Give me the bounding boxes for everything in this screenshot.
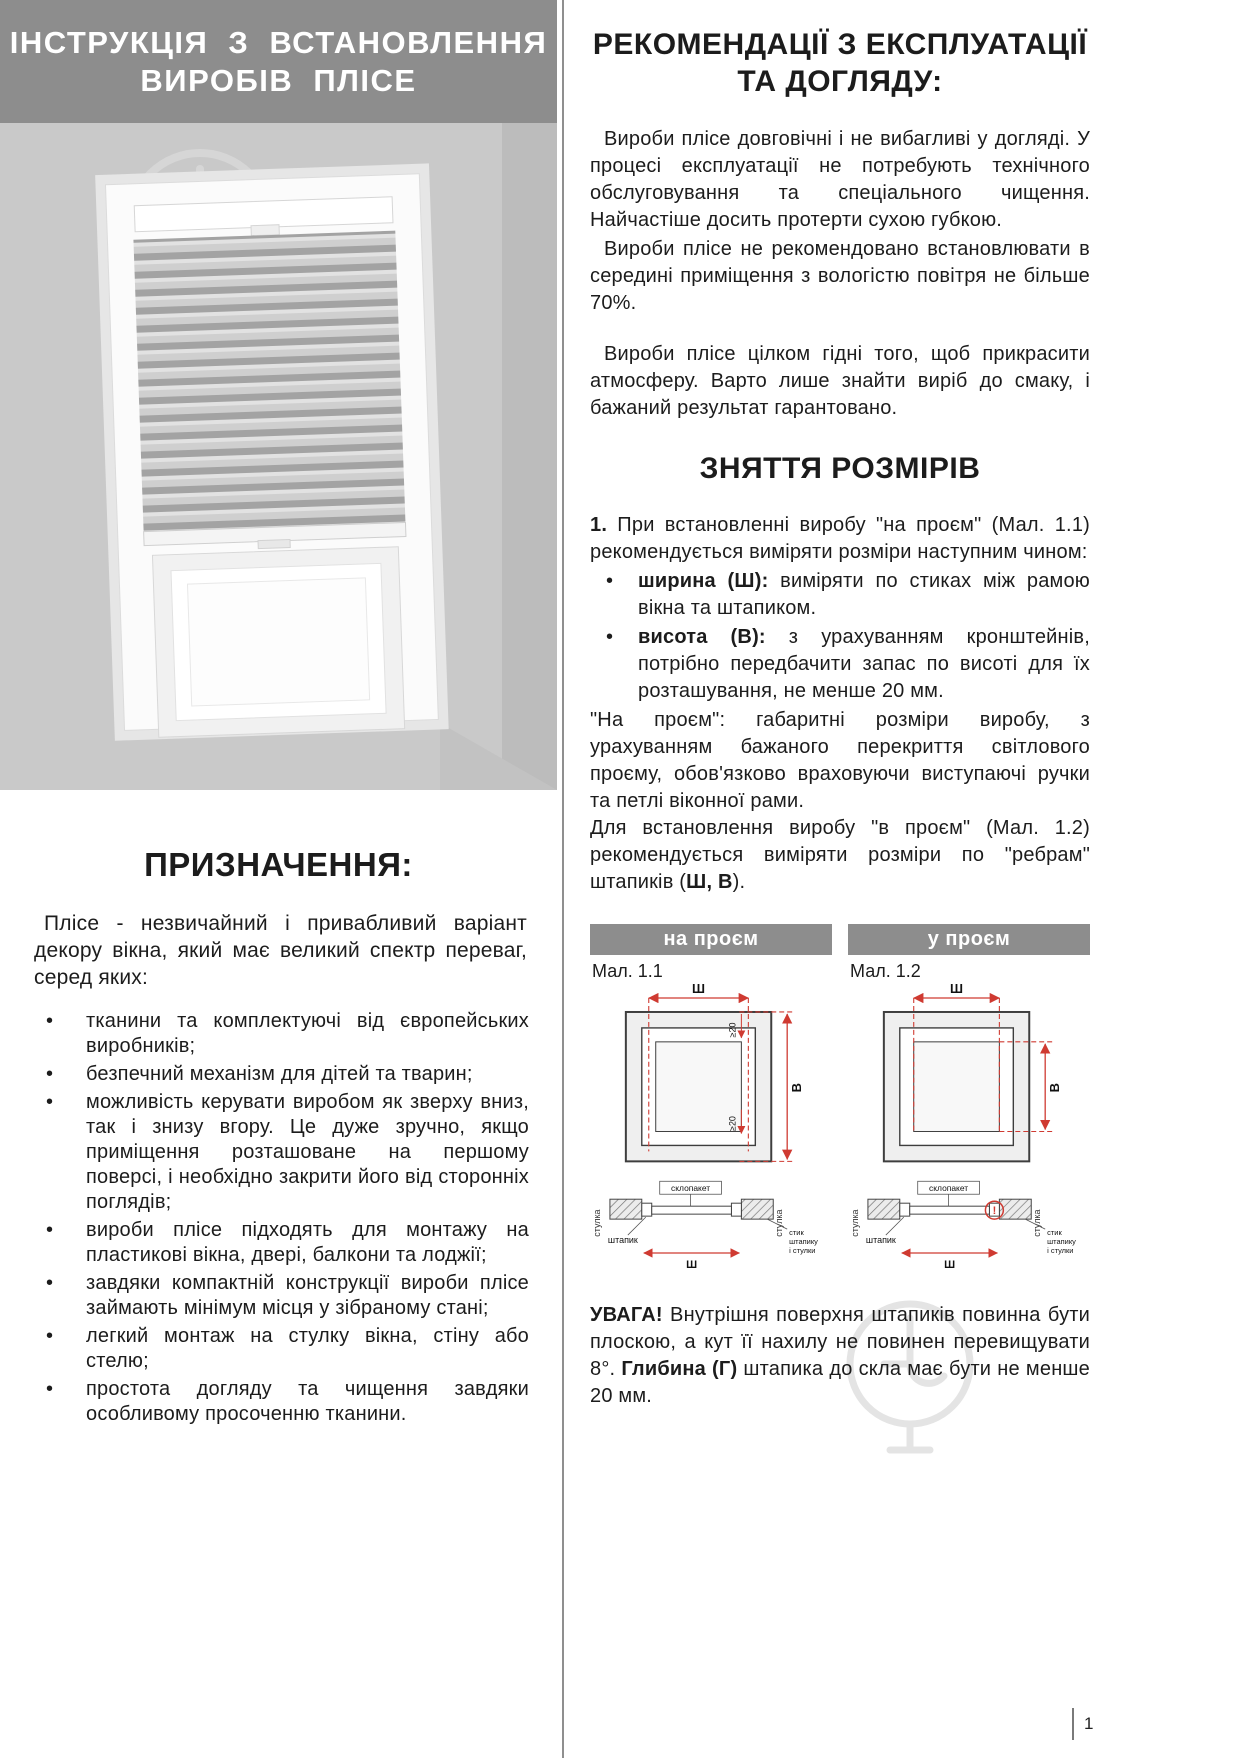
warning-paragraph: УВАГА! Внутрішня поверхня штапиків повинна бути плоскою, а кут її нахилу не повинен перевищувати 8°. Глибина (Г) штапика до скла має бути не менше 20 мм. xyxy=(590,1304,1091,1407)
bead-label: штапик xyxy=(865,1235,896,1246)
care-paragraph-2: Вироби плісе не рекомендовано встановлювати в середині приміщення з вологістю повітря не більше 70%. xyxy=(590,238,1090,314)
diagram-1-header: на проєм xyxy=(590,924,832,955)
diagram-on-opening xyxy=(590,924,832,1274)
care-paragraph-1: Вироби плісе довговічні і не вибагливі у догляді. У процесі експлуатації не потребують технічного обслуговування та спеціального чищення. Найчастіше досить протерти сухою губкою. xyxy=(590,128,1090,231)
measure-title: ЗНЯТТЯ РОЗМІРІВ xyxy=(699,452,981,485)
bullet-icon: • xyxy=(46,1091,54,1113)
height-label: В xyxy=(1047,1082,1063,1093)
purpose-list xyxy=(34,1009,529,1427)
section-width-label: Ш xyxy=(686,1258,698,1271)
bullet-icon: • xyxy=(46,1219,54,1241)
measure-step: 1. При встановленні виробу "на проєм" (Мал. 1.1) рекомендується виміряти розміри наступним чином: xyxy=(590,514,1090,563)
purpose-title: ПРИЗНАЧЕННЯ: xyxy=(144,846,413,883)
warning-label: УВАГА! xyxy=(590,1304,663,1326)
joint-label: стик xyxy=(1047,1228,1062,1238)
glass-unit-label: склопакет xyxy=(929,1183,969,1194)
bullet-icon: • xyxy=(606,570,614,592)
care-title: РЕКОМЕНДАЦІЇ З ЕКСПЛУАТАЦІЇ ТА ДОГЛЯДУ: xyxy=(592,28,1088,98)
measure-paragraph-3: Для встановлення виробу "в проєм" (Мал. 1.2) рекомендується виміряти розміри по "ребрам" штапиків (Ш, В). xyxy=(590,817,1090,893)
diagram-1-drawing xyxy=(590,982,832,1274)
care-paragraph-3: Вироби плісе цілком гідні того, щоб прикрасити атмосферу. Варто лише знайти виріб до смаку, і бажаний результат гарантовано. xyxy=(590,343,1090,419)
bullet-icon: • xyxy=(606,626,614,648)
list-item: • тканини та комплектуючі від європейських виробників; xyxy=(34,1009,529,1059)
list-item: • висота (В): з урахуванням кронштейнів, потрібно передбачити запас по висоті для їх розташування, не менше 20 мм. xyxy=(590,624,1090,705)
measure-list xyxy=(590,568,1090,705)
svg-text:штапику: штапику xyxy=(1047,1237,1076,1247)
bead-label: штапик xyxy=(607,1235,638,1246)
measure-paragraph-2: "На проєм": габаритні розміри виробу, з урахуванням бажаного перекриття світлового проєму, обов'язково враховуючи виступаючі ручки та петлі віконної рами. xyxy=(590,709,1090,812)
svg-text:і стулки: і стулки xyxy=(1047,1245,1074,1255)
bullet-icon: • xyxy=(46,1325,54,1347)
window-frame xyxy=(95,163,449,740)
diagram-2-drawing xyxy=(848,982,1090,1274)
offset-top-label: ≥20 xyxy=(727,1022,738,1038)
list-item: • вироби плісе підходять для монтажу на пластикові вікна, двері, балкони та лоджії; xyxy=(34,1218,529,1268)
diagram-in-opening xyxy=(848,924,1090,1274)
list-item: • легкий монтаж на стулку вікна, стіну або стелю; xyxy=(34,1324,529,1374)
svg-text:штапику: штапику xyxy=(789,1237,818,1247)
diagram-1-caption: Мал. 1.1 xyxy=(592,961,663,981)
pleated-blind xyxy=(133,231,405,532)
left-title-line2: ВИРОБІВ ПЛІСЕ xyxy=(140,62,417,98)
sash-left-label: стулка xyxy=(591,1209,602,1237)
sash-left-label: стулка xyxy=(849,1209,860,1237)
left-title-line1: ІНСТРУКЦІЯ З ВСТАНОВЛЕННЯ xyxy=(9,24,548,60)
joint-label: стик xyxy=(789,1228,804,1238)
list-item: • простота догляду та чищення завдяки особливому просоченню тканини. xyxy=(34,1377,529,1427)
bullet-icon: • xyxy=(46,1272,54,1294)
offset-bottom-label: ≥20 xyxy=(727,1116,738,1131)
step-number: 1. xyxy=(590,514,608,536)
glass-unit-label: склопакет xyxy=(671,1183,711,1194)
height-label: В xyxy=(789,1082,805,1093)
column-divider xyxy=(562,0,564,1758)
section-width-label: Ш xyxy=(944,1258,956,1271)
bullet-icon: • xyxy=(46,1010,54,1032)
purpose-section xyxy=(0,790,557,1430)
svg-text:і стулки: і стулки xyxy=(789,1245,816,1255)
bullet-icon: • xyxy=(46,1378,54,1400)
list-item: • ширина (Ш): виміряти по стиках між рамою вікна та штапиком. xyxy=(590,568,1090,622)
diagram-2-caption: Мал. 1.2 xyxy=(850,961,921,981)
list-item: • завдяки компактній конструкції вироби плісе займають мінімум місця у зібраному стані; xyxy=(34,1271,529,1321)
right-column xyxy=(590,26,1090,1410)
width-label: Ш xyxy=(950,982,964,997)
purpose-intro: Плісе - незвичайний і привабливий варіант декору вікна, який має великий спектр переваг, серед яких: xyxy=(34,912,527,989)
width-label: Ш xyxy=(692,982,706,997)
window-photo-area xyxy=(0,123,557,790)
sash-right-label: стулка xyxy=(1032,1209,1043,1237)
window-blind-illustration xyxy=(0,123,557,790)
warning-mark: ! xyxy=(992,1205,997,1218)
diagram-2-header: у проєм xyxy=(848,924,1090,955)
page-number: 1 xyxy=(1072,1708,1093,1740)
list-item: • безпечний механізм для дітей та тварин; xyxy=(34,1062,529,1087)
sash-right-label: стулка xyxy=(774,1209,785,1237)
left-header-band xyxy=(0,0,557,123)
list-item: • можливість керувати виробом як зверху вниз, так і знизу вгору. Це дуже зручно, якщо приміщення розташоване на першому поверсі, і необхідно закрити його від сторонніх поглядів; xyxy=(34,1090,529,1215)
diagrams-row xyxy=(590,924,1090,1274)
bullet-icon: • xyxy=(46,1063,54,1085)
